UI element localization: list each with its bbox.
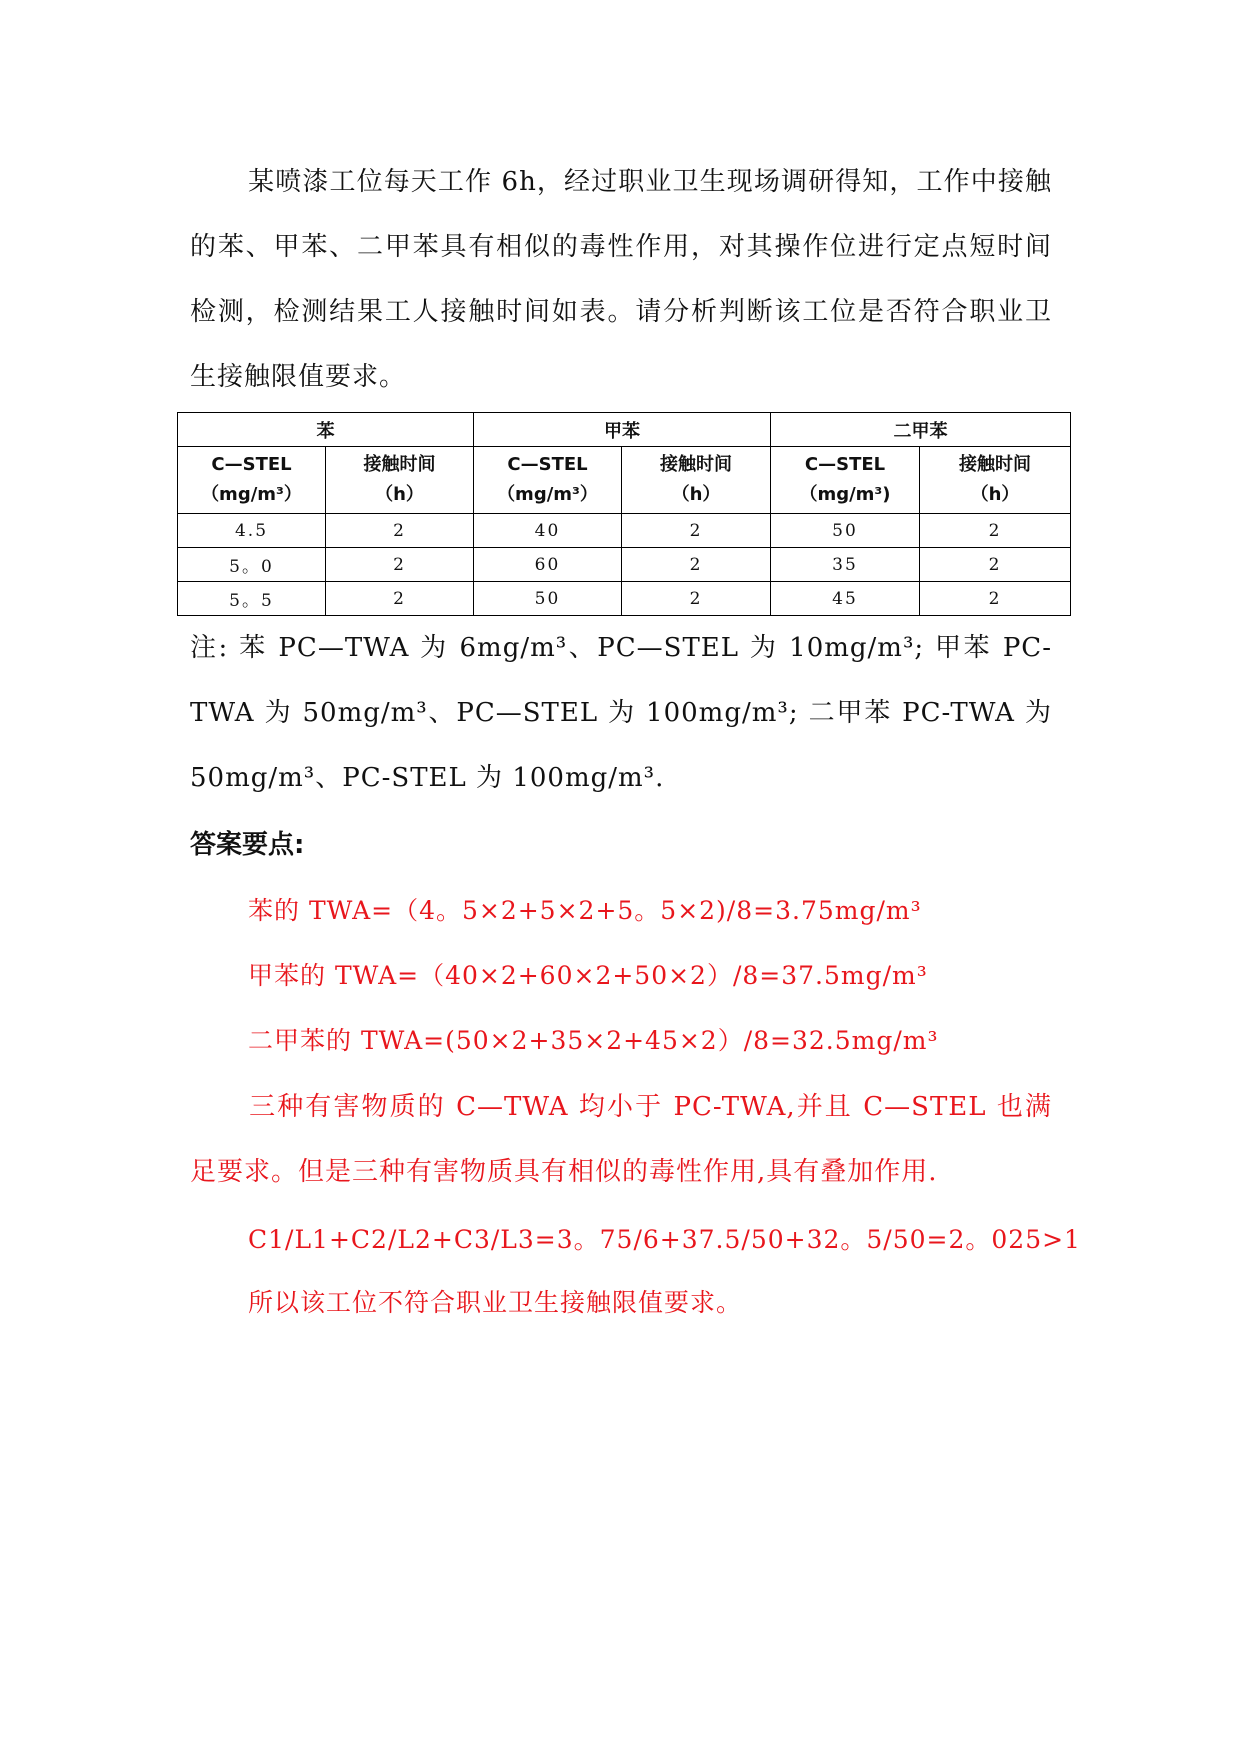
table-cell: 50 xyxy=(771,514,920,548)
subheader-cell: C—STEL （mg/m³） xyxy=(474,447,622,514)
table-subheader-row xyxy=(178,447,1071,514)
problem-text: 某喷漆工位每天工作 6h，经过职业卫生现场调研得知，工作中接触的苯、甲苯、二甲苯具有相似的毒性作用，对其操作位进行定点短时间检测，检测结果工人接触时间如表。请分析判断该工位是否符合职业卫生接触限值要求。 xyxy=(190,167,1052,392)
table-cell: 2 xyxy=(326,514,474,548)
answer-line-sum: C1/L1+C2/L2+C3/L3=3。75/6+37.5/50+32。5/50=2。025>1 xyxy=(248,1225,1081,1254)
table-cell: 5。0 xyxy=(178,548,326,582)
subheader-cell: C—STEL （mg/m³） xyxy=(178,447,326,514)
answer-line-xylene: 二甲苯的 TWA=(50×2+35×2+45×2）/8=32.5mg/m³ xyxy=(248,1026,939,1055)
table-cell: 5。5 xyxy=(178,582,326,616)
subheader-cell: C—STEL （mg/m³) xyxy=(771,447,920,514)
table-cell: 50 xyxy=(474,582,622,616)
table-cell: 2 xyxy=(920,582,1071,616)
answer-conclusion xyxy=(190,1075,1052,1205)
subheader-cell: 接触时间 （h） xyxy=(326,447,474,514)
table-cell: 45 xyxy=(771,582,920,616)
table-cell: 2 xyxy=(920,548,1071,582)
problem-statement xyxy=(190,150,1052,410)
subheader-cell: 接触时间 （h） xyxy=(622,447,771,514)
table-cell: 2 xyxy=(622,548,771,582)
table-cell: 4.5 xyxy=(178,514,326,548)
table-row xyxy=(178,582,1071,616)
table-cell: 2 xyxy=(920,514,1071,548)
subheader-cell: 接触时间 （h） xyxy=(920,447,1071,514)
answer-line-toluene: 甲苯的 TWA=（40×2+60×2+50×2）/8=37.5mg/m³ xyxy=(248,961,928,990)
group-xylene: 二甲苯 xyxy=(771,413,1071,447)
table-cell: 2 xyxy=(622,514,771,548)
group-benzene: 苯 xyxy=(178,413,474,447)
table-group-header-row xyxy=(178,413,1071,447)
answer-line-benzene: 苯的 TWA=（4。5×2+5×2+5。5×2)/8=3.75mg/m³ xyxy=(248,896,922,925)
table-cell: 60 xyxy=(474,548,622,582)
group-toluene: 甲苯 xyxy=(474,413,771,447)
table-cell: 2 xyxy=(326,548,474,582)
table-cell: 2 xyxy=(326,582,474,616)
table-cell: 2 xyxy=(622,582,771,616)
answer-line-verdict: 所以该工位不符合职业卫生接触限值要求。 xyxy=(248,1288,743,1317)
exposure-table xyxy=(177,412,1071,616)
table-cell: 40 xyxy=(474,514,622,548)
answer-heading: 答案要点: xyxy=(190,830,305,860)
table-row xyxy=(178,514,1071,548)
table-row xyxy=(178,548,1071,582)
answer-conclusion-text: 三种有害物质的 C—TWA 均小于 PC-TWA,并且 C—STEL 也满足要求。但是三种有害物质具有相似的毒性作用,具有叠加作用. xyxy=(190,1092,1052,1187)
table-cell: 35 xyxy=(771,548,920,582)
table-note: 注: 苯 PC—TWA 为 6mg/m³、PC—STEL 为 10mg/m³; 甲苯 PC-TWA 为 50mg/m³、PC—STEL 为 100mg/m³; 二甲苯 PC-TWA 为 50mg/m³、PC-STEL 为 100mg/m³. xyxy=(190,633,1052,793)
